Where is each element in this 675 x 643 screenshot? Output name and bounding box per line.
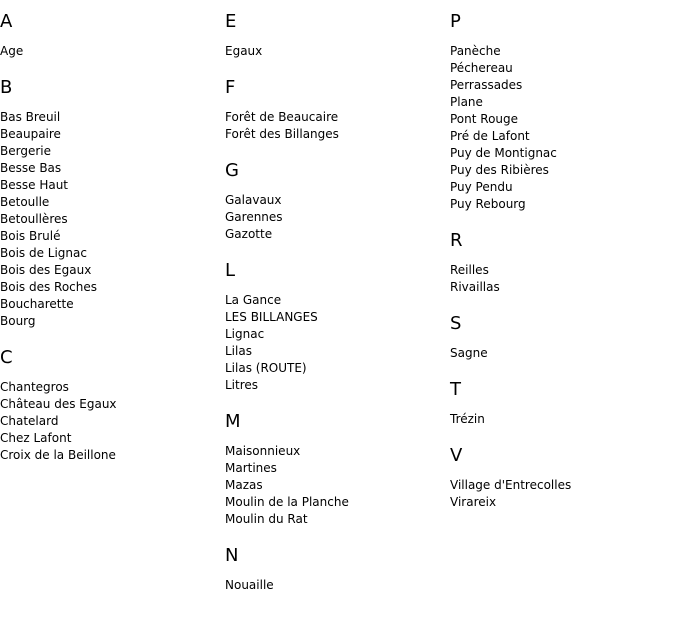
letter-heading: F [225,77,236,98]
street-link[interactable]: Reilles [450,263,489,277]
street-link[interactable]: Egaux [225,44,263,58]
letter-group [450,445,670,511]
street-list [225,43,445,60]
street-list [225,577,445,594]
street-link[interactable]: LES BILLANGES [225,310,318,324]
street-list [450,43,670,213]
street-link[interactable]: Trézin [450,412,485,426]
letter-heading: R [450,230,463,251]
street-link[interactable]: Beaupaire [0,127,61,141]
street-link[interactable]: Puy des Ribières [450,163,549,177]
street-link[interactable]: La Gance [225,293,282,307]
letter-heading: V [450,445,463,466]
street-link[interactable]: Forêt de Beaucaire [225,110,339,124]
street-link[interactable]: Maisonnieux [225,444,301,458]
letter-group [0,347,220,464]
street-link[interactable]: Litres [225,378,259,392]
street-link[interactable]: Croix de la Beillone [0,448,116,462]
street-link[interactable]: Puy de Montignac [450,146,557,160]
street-link[interactable]: Betoullères [0,212,68,226]
street-link[interactable]: Bourg [0,314,36,328]
street-link[interactable]: Besse Bas [0,161,62,175]
street-link[interactable]: Lilas (ROUTE) [225,361,307,375]
street-list [0,43,220,60]
street-link[interactable]: Virareix [450,495,497,509]
street-link[interactable]: Puy Pendu [450,180,513,194]
street-link[interactable]: Garennes [225,210,283,224]
street-link[interactable]: Château des Egaux [0,397,117,411]
street-link[interactable]: Pré de Lafont [450,129,530,143]
index-column [450,11,670,528]
street-list [0,379,220,464]
letter-heading: G [225,160,239,181]
street-link[interactable]: Moulin de la Planche [225,495,349,509]
letter-heading: A [0,11,13,32]
letter-heading: S [450,313,462,334]
street-link[interactable]: Puy Rebourg [450,197,526,211]
street-list [450,411,670,428]
letter-heading: P [450,11,461,32]
letter-group [225,545,445,594]
letter-group [225,411,445,528]
street-link[interactable]: Bergerie [0,144,51,158]
street-link[interactable]: Gazotte [225,227,273,241]
street-link[interactable]: Rivaillas [450,280,500,294]
street-link[interactable]: Bois de Lignac [0,246,87,260]
street-link[interactable]: Chatelard [0,414,59,428]
street-list [0,109,220,330]
letter-group [225,260,445,394]
street-list [225,292,445,394]
street-list [225,109,445,143]
letter-group [0,11,220,60]
letter-heading: M [225,411,241,432]
letter-group [450,11,670,213]
street-link[interactable]: Age [0,44,24,58]
letter-group [450,230,670,296]
letter-group [225,11,445,60]
street-link[interactable]: Chez Lafont [0,431,72,445]
street-link[interactable]: Galavaux [225,193,282,207]
letter-heading: L [225,260,236,281]
index-column [225,11,445,611]
street-link[interactable]: Pont Rouge [450,112,519,126]
letter-group [0,77,220,330]
letter-heading: B [0,77,13,98]
street-link[interactable]: Nouaille [225,578,274,592]
street-link[interactable]: Besse Haut [0,178,69,192]
street-link[interactable]: Plane [450,95,483,109]
street-link[interactable]: Martines [225,461,277,475]
index-column [0,11,220,481]
letter-group [225,77,445,143]
street-link[interactable]: Bas Breuil [0,110,61,124]
street-link[interactable]: Lignac [225,327,265,341]
letter-group [225,160,445,243]
street-link[interactable]: Chantegros [0,380,69,394]
street-link[interactable]: Bois Brulé [0,229,61,243]
street-list [225,192,445,243]
street-link[interactable]: Péchereau [450,61,513,75]
street-link[interactable]: Boucharette [0,297,74,311]
letter-group [450,379,670,428]
street-link[interactable]: Sagne [450,346,488,360]
street-link[interactable]: Forêt des Billanges [225,127,339,141]
street-link[interactable]: Bois des Roches [0,280,98,294]
street-link[interactable]: Perrassades [450,78,523,92]
letter-group [450,313,670,362]
street-link[interactable]: Lilas [225,344,252,358]
letter-heading: N [225,545,239,566]
street-list [450,262,670,296]
street-list [450,477,670,511]
street-link[interactable]: Panèche [450,44,501,58]
street-link[interactable]: Mazas [225,478,263,492]
street-list [225,443,445,528]
street-link[interactable]: Village d'Entrecolles [450,478,572,492]
letter-heading: T [450,379,461,400]
street-link[interactable]: Bois des Egaux [0,263,92,277]
street-link[interactable]: Betoulle [0,195,50,209]
street-list [450,345,670,362]
street-link[interactable]: Moulin du Rat [225,512,308,526]
letter-heading: C [0,347,13,368]
letter-heading: E [225,11,237,32]
